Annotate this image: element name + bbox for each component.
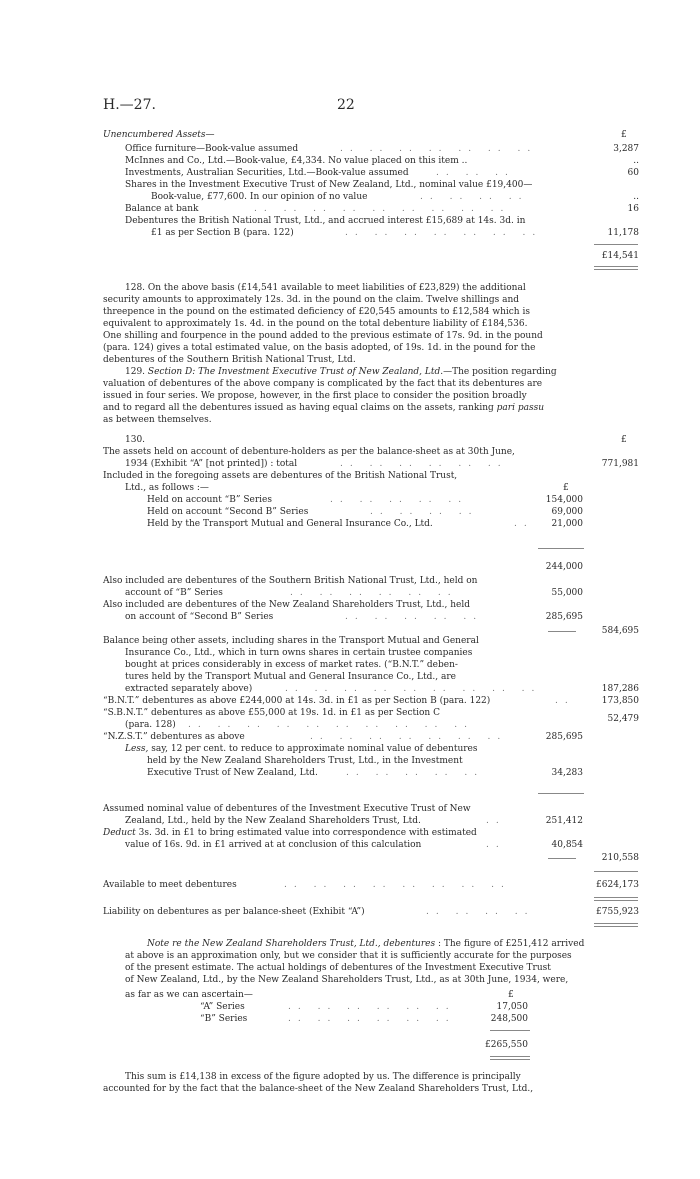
held-line: Held on account “B” Series — [147, 495, 272, 505]
assumed-value: 251,412 — [545, 816, 583, 826]
leader-dots: .. .. .. .. — [426, 907, 535, 917]
held-line: Held by the Transport Mutual and General Insurance Co., Ltd. — [147, 519, 433, 529]
subtotal-rule — [538, 548, 584, 549]
asset-value: 60 — [627, 168, 639, 178]
held-total: 244,000 — [545, 562, 583, 572]
available-label: Available to meet debentures — [103, 880, 237, 890]
currency-symbol: £ — [563, 483, 569, 493]
leader-dots: .. .. .. .. .. — [330, 495, 469, 505]
balance-value: 187,286 — [601, 684, 639, 694]
nzst-line: Also included are debentures of the New Zealand Shareholders Trust, Ltd., held — [103, 600, 470, 610]
held-value: 69,000 — [551, 507, 583, 517]
asset-value: 16 — [627, 204, 639, 214]
note-rest: : The figure of £251,412 arrived — [437, 939, 585, 949]
leader-dots: .. — [514, 519, 534, 529]
page-ref: H.—27. — [103, 97, 156, 113]
net-value: 210,558 — [601, 853, 639, 863]
leader-dots: .. .. .. .. .. — [345, 612, 484, 622]
leader-dots: .. .. .. .. — [370, 507, 479, 517]
included-line-cont: Ltd., as follows :— — [125, 483, 209, 493]
unencumbered-total: £14,541 — [601, 251, 639, 261]
nzst2-value: 285,695 — [545, 732, 583, 742]
note-line: as far as we can ascertain— — [125, 990, 253, 1000]
total-rule — [490, 1030, 530, 1031]
available-value: £624,173 — [596, 880, 639, 890]
deduct-text: 3s. 3d. in £1 to bring estimated value into correspondence with estimated — [135, 828, 477, 838]
bnt-value: 173,850 — [601, 696, 639, 706]
asset-value: .. — [633, 156, 639, 166]
nzst2-line: “N.Z.S.T.” debentures as above — [103, 732, 245, 742]
currency-symbol: £ — [621, 130, 627, 140]
asset-value: 11,178 — [607, 228, 639, 238]
liability-value: £755,923 — [596, 907, 639, 917]
para-128-line: One shilling and fourpence in the pound added to the previous estimate of 17s. 9d. in the pound — [103, 331, 543, 341]
total-rule — [594, 871, 638, 872]
para-129-line: valuation of debentures of the above company is complicated by the fact that its debentures are — [103, 379, 543, 389]
para-130-number: 130. — [125, 435, 146, 445]
currency-symbol: £ — [508, 990, 514, 1000]
assets-line: The assets held on account of debenture-holders as per the balance-sheet as at 30th June, — [103, 447, 515, 457]
leader-dots: .. — [486, 816, 506, 826]
series-value: 17,050 — [496, 1002, 528, 1012]
asset-line: Balance at bank — [125, 204, 199, 214]
para-128-line: debentures of the Southern British National Trust, Ltd. — [103, 355, 356, 365]
assumed-line-cont: Zealand, Ltd., held by the New Zealand Shareholders Trust, Ltd. — [125, 816, 421, 826]
liability-label: Liability on debentures as per balance-sheet (Exhibit “A”) — [103, 907, 365, 917]
total-rule — [594, 244, 638, 245]
deduct-value: 40,854 — [551, 840, 583, 850]
sbnt-line-cont: account of “B” Series — [125, 588, 223, 598]
leader-dots: .. .. .. .. .. .. .. — [310, 732, 508, 742]
carry-rule — [548, 631, 576, 632]
leader-dots: .. .. .. .. .. .. .. — [340, 144, 538, 154]
leader-dots: .. .. .. .. .. .. .. .. .. — [254, 204, 511, 214]
less-word: Less, — [125, 744, 149, 754]
subtotal-rule — [538, 793, 584, 794]
included-line: Included in the foregoing assets are debentures of the British National Trust, — [103, 471, 458, 481]
nzst-line-cont: on account of “Second B” Series — [125, 612, 274, 622]
para-129-line: as between themselves. — [103, 415, 212, 425]
para-129-number: 129. — [125, 367, 146, 377]
assets-line-cont: 1934 (Exhibit “A” [not printed]) : total — [125, 459, 298, 469]
asset-line: Debentures the British National Trust, Ltd., and accrued interest £15,689 at 14s. 3d. in — [125, 216, 526, 226]
leader-dots: .. — [486, 840, 506, 850]
deduct-word: Deduct — [103, 828, 136, 838]
leader-dots: .. .. .. .. .. .. — [290, 588, 458, 598]
unencumbered-heading: Unencumbered Assets— — [103, 130, 215, 140]
para-128-line: 128. On the above basis (£14,541 available to meet liabilities of £23,829) the additional — [125, 283, 526, 293]
final-para-line: accounted for by the fact that the balance-sheet of the New Zealand Shareholders Trust, Ltd., — [103, 1084, 534, 1094]
less-line-cont: held by the New Zealand Shareholders Trust, Ltd., in the Investment — [147, 756, 463, 766]
para-128-line: threepence in the pound on the estimated deficiency of £20,545 amounts to £12,584 which is — [103, 307, 530, 317]
less-line — [125, 744, 477, 755]
total-double-rule — [594, 266, 638, 270]
series-line: “A” Series — [200, 1002, 245, 1012]
series-value: 248,500 — [490, 1014, 528, 1024]
section-d-title: Section D: The Investment Executive Trust of New Zealand, Ltd. — [147, 367, 444, 377]
asset-value: .. — [633, 192, 639, 202]
sbnt2-line-cont: (para. 128) — [125, 720, 176, 730]
sbnt2-value: 52,479 — [607, 714, 639, 724]
total-double-rule — [594, 897, 638, 901]
balance-line: Insurance Co., Ltd., which in turn owns shares in certain trustee companies — [125, 648, 473, 658]
note-title: Note re the New Zealand Shareholders Trust, Ltd., debentures — [147, 939, 436, 949]
carry-rule — [548, 858, 576, 859]
note-total: £265,550 — [485, 1040, 528, 1050]
leader-dots: .. .. .. .. .. .. — [288, 1014, 456, 1024]
asset-line-cont: £1 as per Section B (para. 122) — [151, 228, 294, 238]
page-number: 22 — [337, 97, 355, 113]
para-129-first-line — [125, 367, 557, 378]
deduct-line — [103, 828, 477, 839]
subtotal-value: 584,695 — [601, 626, 639, 636]
para-128-line: equivalent to approximately 1s. 4d. in the pound on the total debenture liability of £184,536. — [103, 319, 528, 329]
total-double-rule — [490, 1056, 530, 1060]
note-line: of New Zealand, Ltd., by the New Zealand Shareholders Trust, Ltd., as at 30th June, 1934, were, — [125, 975, 569, 985]
held-value: 154,000 — [545, 495, 583, 505]
asset-line: Investments, Australian Securities, Ltd.—Book-value assumed — [125, 168, 409, 178]
para-128-line: (para. 124) gives a total estimated value, on the basis adopted, of 19s. 1d. in the pound for the — [103, 343, 536, 353]
leader-dots: .. .. .. .. .. .. .. .. .. .. — [188, 720, 474, 730]
asset-line-cont: Book-value, £77,600. In our opinion of no value — [151, 192, 368, 202]
bnt-line: “B.N.T.” debentures as above £244,000 at 14s. 3d. in £1 as per Section B (para. 122) — [103, 696, 491, 706]
note-line: of the present estimate. The actual holdings of debentures of the Investment Executive Trust — [125, 963, 551, 973]
leader-dots: .. .. .. .. .. — [346, 768, 485, 778]
leader-dots: .. .. .. — [436, 168, 515, 178]
held-line: Held on account “Second B” Series — [147, 507, 309, 517]
leader-dots: .. .. .. .. .. .. — [288, 1002, 456, 1012]
para-129-rest: —The position regarding — [443, 367, 557, 377]
latin-phrase: pari passu — [496, 403, 544, 413]
held-value: 21,000 — [551, 519, 583, 529]
assets-total: 771,981 — [601, 459, 639, 469]
leader-dots: .. .. .. .. .. .. .. .. .. — [285, 684, 542, 694]
para-128-line: security amounts to approximately 12s. 3d. in the pound on the claim. Twelve shillings and — [103, 295, 520, 305]
assumed-line: Assumed nominal value of debentures of the Investment Executive Trust of New — [103, 804, 471, 814]
asset-line: Office furniture—Book-value assumed — [125, 144, 299, 154]
balance-line: bought at prices considerably in excess of market rates. (“B.N.T.” deben- — [125, 660, 458, 670]
currency-symbol: £ — [621, 435, 627, 445]
leader-dots: .. .. .. .. .. .. .. — [345, 228, 543, 238]
leader-dots: .. .. .. .. — [420, 192, 529, 202]
deduct-line-cont: value of 16s. 9d. in £1 arrived at at conclusion of this calculation — [125, 840, 422, 850]
para-129-line: issued in four series. We propose, however, in the first place to consider the position broadly — [103, 391, 527, 401]
para-129-text: and to regard all the debentures issued as having equal claims on the assets, ranking — [103, 403, 494, 413]
note-line: at above is an approximation only, but we consider that it is sufficiently accurate for the purposes — [125, 951, 572, 961]
final-para-line: This sum is £14,138 in excess of the figure adopted by us. The difference is principally — [125, 1072, 521, 1082]
balance-line: tures held by the Transport Mutual and General Insurance Co., Ltd., are — [125, 672, 456, 682]
series-line: “B” Series — [200, 1014, 248, 1024]
sbnt-value: 55,000 — [551, 588, 583, 598]
less-value: 34,283 — [551, 768, 583, 778]
leader-dots: .. .. .. .. .. .. — [340, 459, 508, 469]
para-129-line — [103, 403, 544, 414]
asset-value: 3,287 — [613, 144, 639, 154]
leader-dots: .. .. .. .. .. .. .. .. — [284, 880, 511, 890]
asset-line: McInnes and Co., Ltd.—Book-value, £4,334. No value placed on this item .. — [125, 156, 468, 166]
note-first-line — [147, 939, 584, 950]
less-text: say, 12 per cent. to reduce to approximate nominal value of debentures — [148, 744, 478, 754]
total-double-rule — [594, 923, 638, 927]
sbnt-line: Also included are debentures of the Southern British National Trust, Ltd., held on — [103, 576, 478, 586]
sbnt2-line: “S.B.N.T.” debentures as above £55,000 at 19s. 1d. in £1 as per Section C — [103, 708, 440, 718]
less-line-cont: Executive Trust of New Zealand, Ltd. — [147, 768, 318, 778]
balance-line: Balance being other assets, including shares in the Transport Mutual and General — [103, 636, 479, 646]
asset-line: Shares in the Investment Executive Trust of New Zealand, Ltd., nominal value £19,400— — [125, 180, 533, 190]
leader-dots: .. — [555, 696, 575, 706]
nzst-value: 285,695 — [545, 612, 583, 622]
balance-line: extracted separately above) — [125, 684, 253, 694]
